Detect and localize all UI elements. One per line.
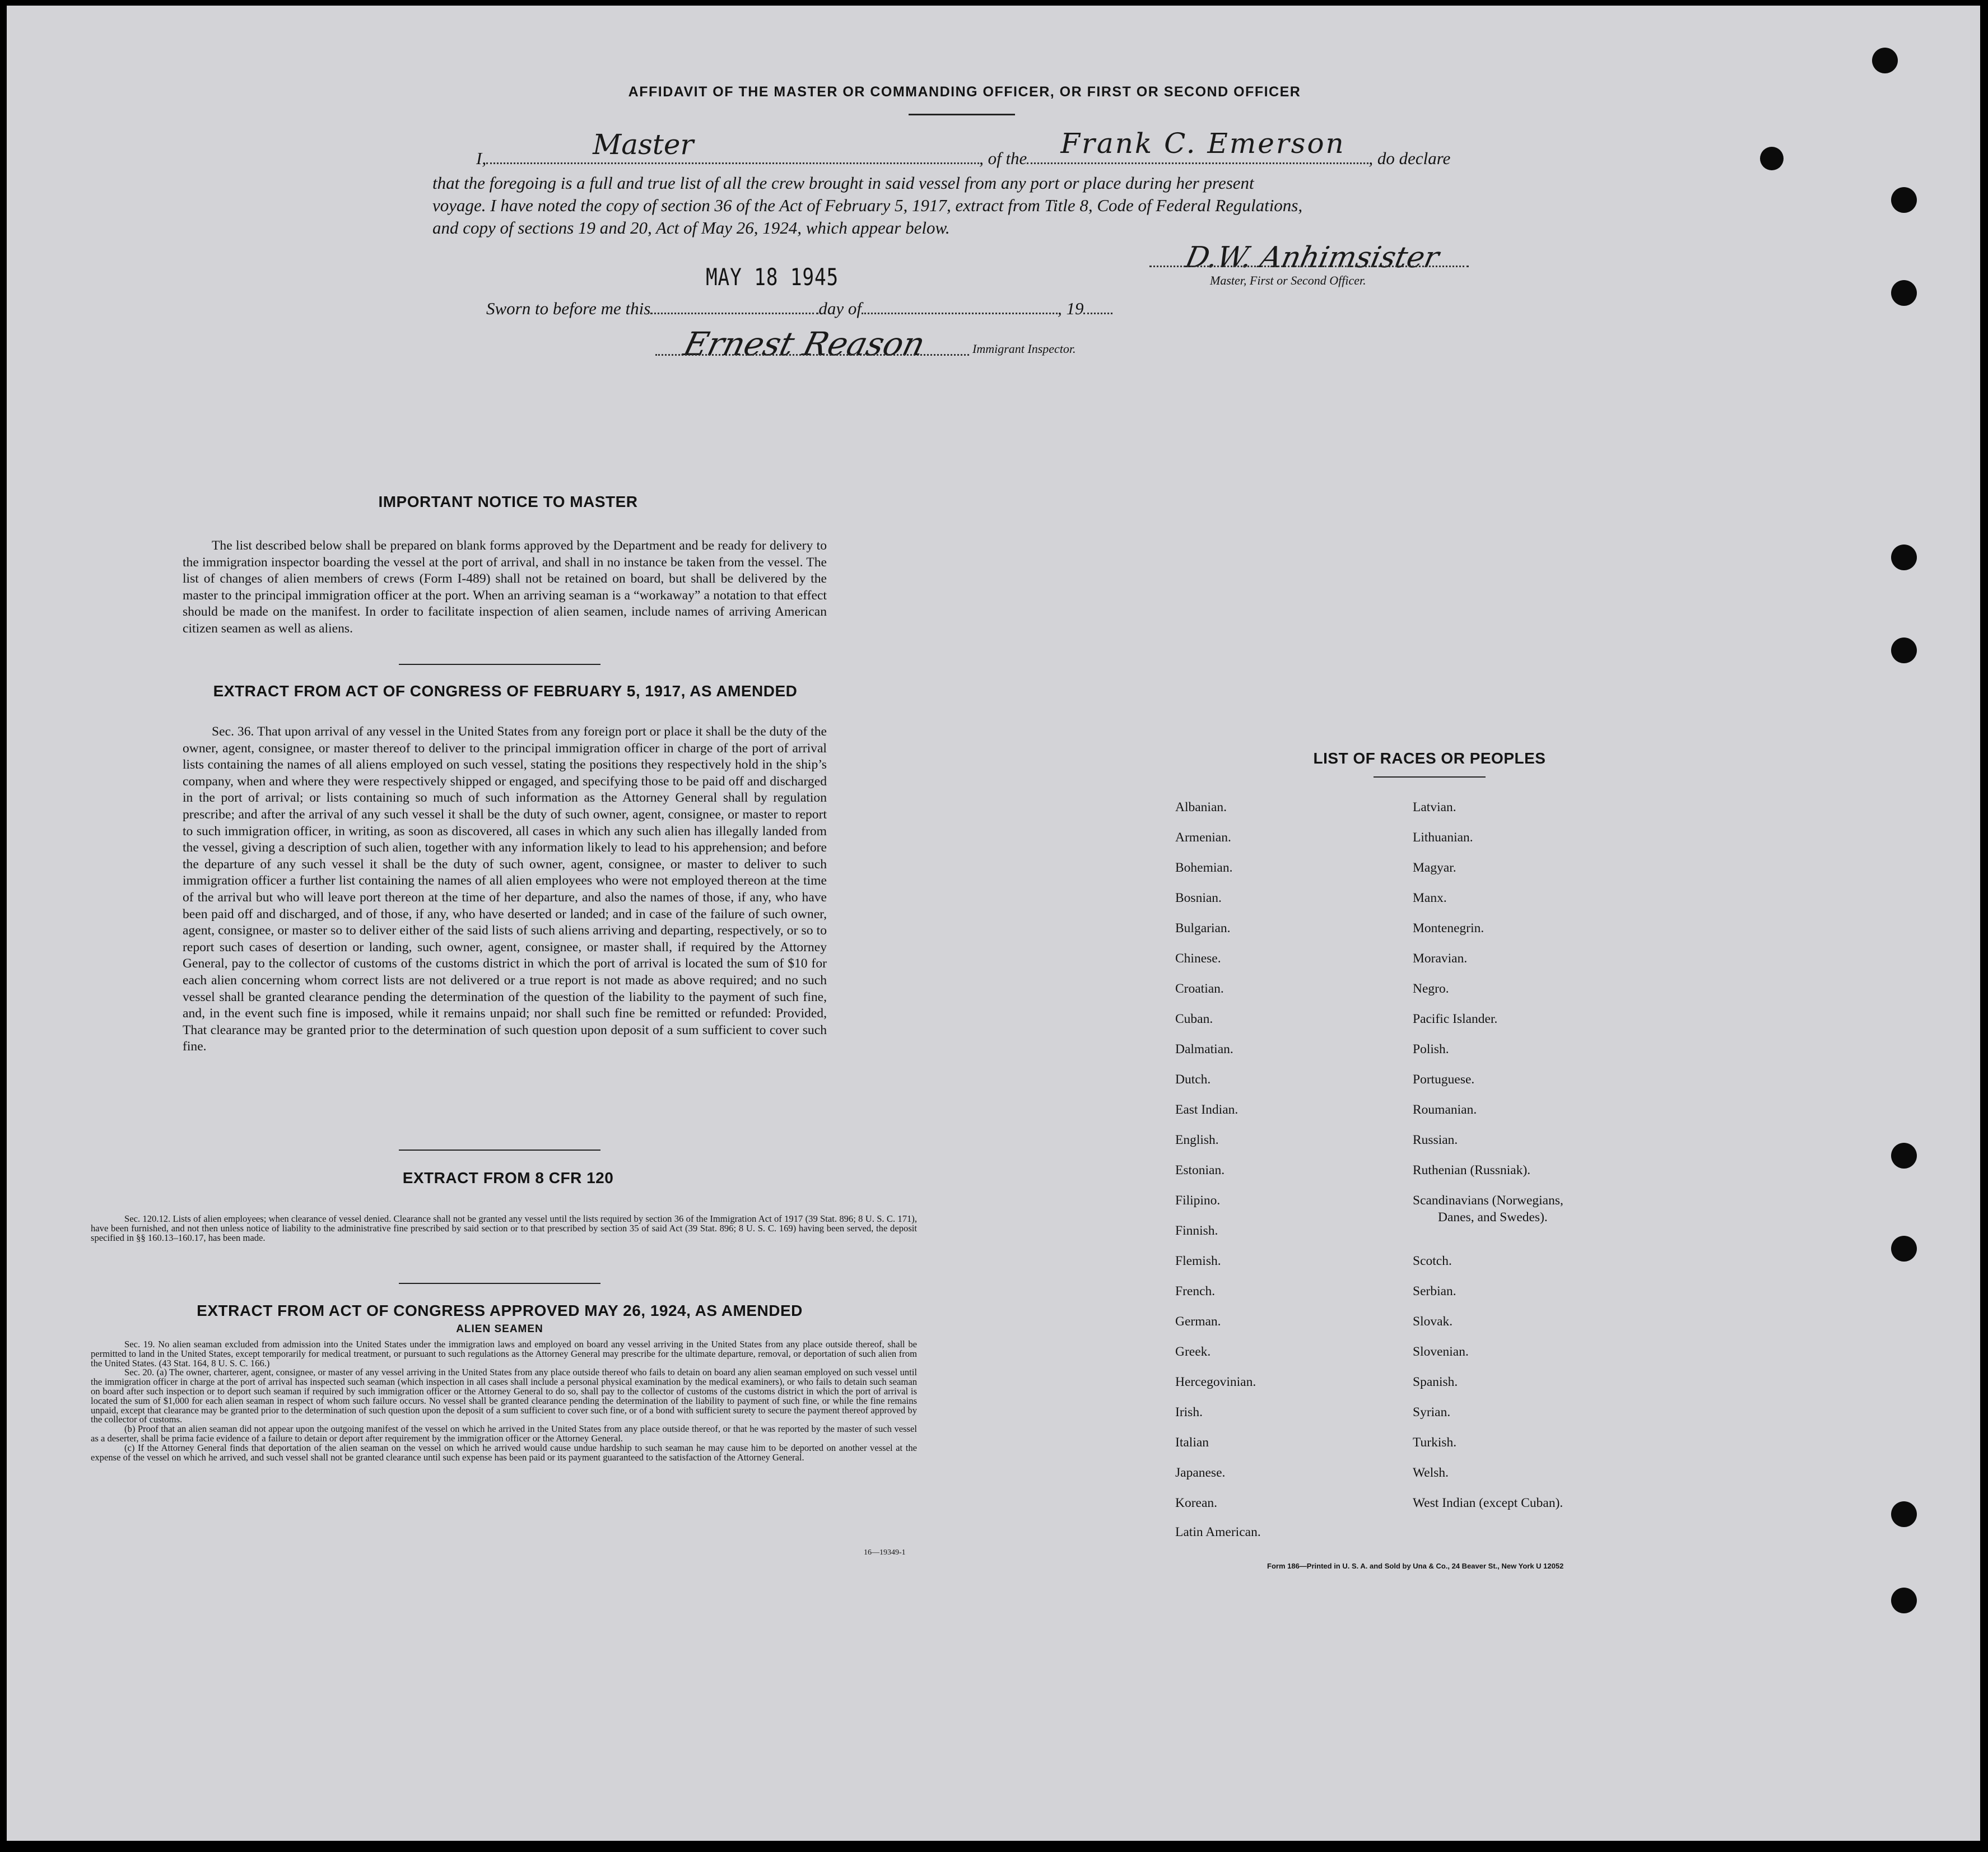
race-right-item: Spanish. <box>1413 1375 1458 1389</box>
race-right-item: Latvian. <box>1413 800 1456 815</box>
punch-hole <box>1891 1588 1917 1613</box>
affidavit-line-4: and copy of sections 19 and 20, Act of May 26, 1924, which appear below. <box>432 218 950 238</box>
punch-hole <box>1760 147 1784 170</box>
race-right-item: Danes, and Swedes). <box>1438 1210 1548 1225</box>
month-field <box>862 297 1058 314</box>
race-right-item: Montenegrin. <box>1413 921 1484 936</box>
of-the-label: , of the <box>979 148 1027 168</box>
race-right-item: Scotch. <box>1413 1254 1452 1268</box>
race-right-item: Magyar. <box>1413 860 1456 875</box>
race-left-item: Irish. <box>1175 1405 1203 1420</box>
race-left-item: East Indian. <box>1175 1102 1239 1117</box>
race-right-item: Slovak. <box>1413 1314 1453 1329</box>
race-left-item: Hercegovinian. <box>1175 1375 1256 1389</box>
notice-body: The list described below shall be prepared on blank forms approved by the Department and be ready for delivery to the immigration inspector boarding the vessel at the port of arrival, and shall in no instance be taken from the vessel. The list of changes of alien members of crews (Form I-489) shall not be retained on board, but shall be delivered by the master to the principal immigration officer at the port. When an arriving seaman is a “workaway” a notation to that effect should be made on the manifest. In order to facilitate inspection of alien seamen, include names of arriving American citizen seamen as well as aliens. <box>183 538 827 636</box>
race-left-item: Dalmatian. <box>1175 1042 1233 1057</box>
race-right-item: Polish. <box>1413 1042 1449 1057</box>
punch-hole <box>1872 48 1898 73</box>
sec-20a-paragraph: Sec. 20. (a) The owner, charterer, agent, consignee, or master of any vessel arriving in the United States from any place outside thereof who fails to detain on board any alien seaman employed on such vessel until the immigration officer in charge at the port of arrival has inspected such seaman (which inspection in all cases shall include a personal physical examination by the medical examiners), or who fails to detain such seaman on board after such inspection or to deport such seaman if required by such immigration officer or the Attorney General to do so, shall pay to the collector of customs of the customs district in which the port of arrival is located the sum of $1,000 for each alien seaman in respect of whom such failure occurs. No vessel shall be granted clearance pending the determination of the liability to payment of such fine, or while the fine remains unpaid, except that clearance may be granted prior to the determination of such question upon the deposit of a sum sufficient to cover such fine, or of a bond with sufficient surety to secure the payment thereof approved by the collector of customs. <box>91 1367 917 1425</box>
race-left-item: Armenian. <box>1175 830 1231 845</box>
inspector-line <box>655 338 969 356</box>
punch-hole <box>1891 1236 1917 1262</box>
sec-19-paragraph: Sec. 19. No alien seaman excluded from admission into the United States under the immigration laws and employed on board any vessel arriving in the United States from any place outside thereof, shall be permitted to land in the United States, except temporarily for medical treatment, or pursuant to such regulations as the Attorney General may prescribe for the ultimate departure, removal, or deportation of such alien from the United States. (43 Stat. 164, 8 U. S. C. 166.) <box>91 1339 917 1369</box>
race-left-item: Finnish. <box>1175 1223 1218 1238</box>
affidavit-line-3: voyage. I have noted the copy of section 36 of the Act of February 5, 1917, extract from Title 8, Code of Federal Regulations, <box>432 196 1303 215</box>
master-field <box>486 128 979 164</box>
divider <box>399 1283 600 1284</box>
race-right-item: Manx. <box>1413 891 1447 905</box>
signature-line <box>1149 250 1469 267</box>
race-left-item: Filipino. <box>1175 1193 1221 1208</box>
race-left-item: Korean. <box>1175 1496 1218 1510</box>
punch-hole <box>1891 638 1917 663</box>
vessel-handwriting: Frank C. Emerson <box>1060 127 1345 160</box>
race-right-item: Turkish. <box>1413 1435 1457 1450</box>
divider <box>399 664 600 665</box>
race-left-item: Croatian. <box>1175 981 1224 996</box>
race-left-item: Cuban. <box>1175 1012 1213 1026</box>
year-field <box>1083 297 1112 314</box>
punch-hole <box>1891 545 1917 570</box>
inspector-caption: Immigrant Inspector. <box>972 342 1076 356</box>
punch-hole <box>1891 1501 1917 1527</box>
race-right-item: Russian. <box>1413 1133 1458 1147</box>
race-left-item: English. <box>1175 1133 1219 1147</box>
cfr-title: EXTRACT FROM 8 CFR 120 <box>402 1169 614 1186</box>
declare-label: , do declare <box>1368 148 1451 168</box>
race-left-item: Albanian. <box>1175 800 1227 815</box>
race-right-item: Lithuanian. <box>1413 830 1473 845</box>
race-right-item: West Indian (except Cuban). <box>1413 1496 1563 1510</box>
form-code: 16—19349-1 <box>864 1548 906 1557</box>
affidavit-title: AFFIDAVIT OF THE MASTER OR COMMANDING OFFICER, OR FIRST OR SECOND OFFICER <box>628 84 1301 100</box>
race-right-item: Roumanian. <box>1413 1102 1477 1117</box>
race-left-item: Greek. <box>1175 1344 1211 1359</box>
affidavit-line-1 <box>476 127 1451 171</box>
vessel-field <box>1027 127 1368 164</box>
race-left-item: Japanese. <box>1175 1465 1226 1480</box>
race-left-item: Bohemian. <box>1175 860 1233 875</box>
race-left-item: Bosnian. <box>1175 891 1222 905</box>
race-right-item: Serbian. <box>1413 1284 1456 1299</box>
sworn-day-label: day of <box>818 299 862 318</box>
race-left-item: French. <box>1175 1284 1216 1299</box>
divider <box>399 1150 600 1151</box>
race-right-item: Syrian. <box>1413 1405 1451 1420</box>
master-caption: Master, First or Second Officer. <box>1210 273 1366 287</box>
race-right-item: Ruthenian (Russniak). <box>1413 1163 1531 1178</box>
race-right-item: Slovenian. <box>1413 1344 1469 1359</box>
extract-1924-body <box>91 1340 917 1462</box>
affidavit-line-2: that the foregoing is a full and true list of all the crew brought in said vessel from any port or place during her present <box>432 173 1254 193</box>
notice-title: IMPORTANT NOTICE TO MASTER <box>378 493 638 510</box>
extract-1917-title: EXTRACT FROM ACT OF CONGRESS OF FEBRUARY 5, 1917, AS AMENDED <box>213 682 798 700</box>
races-title: LIST OF RACES OR PEOPLES <box>1313 750 1546 767</box>
sworn-year-label: , 19 <box>1057 299 1084 318</box>
race-left-item: Chinese. <box>1175 951 1221 966</box>
date-stamp: MAY 18 1945 <box>706 263 839 291</box>
punch-hole <box>1891 280 1917 306</box>
sec-20b-paragraph: (b) Proof that an alien seaman did not appear upon the outgoing manifest of the vessel on which he arrived in the United States from any place outside thereof, or that he was reported by the master of such vessel as a deserter, shall be prima facie evidence of a failure to detain or deport after requirement by the immigration officer or the Attorney General. <box>91 1423 917 1444</box>
race-right-item: Negro. <box>1413 981 1449 996</box>
extract-1917-body: Sec. 36. That upon arrival of any vessel in the United States from any foreign port or place it shall be the duty of the owner, agent, consignee, or master thereof to deliver to the principal immigration officer in charge of the port of arrival lists containing the names of all aliens employed on such vessel, stating the positions they respectively hold in the ship’s company, when and where they were respectively shipped or engaged, and specifying those to be paid off and discharged in the port of arrival; or lists containing so much of such information as the Attorney General shall by regulation prescribe; and after the arrival of any such vessel it shall be the duty of such owner, agent, consignee, or master to report to such immigration officer, in writing, as soon as discovered, all cases in which any such alien has illegally landed from the vessel, giving a description of such alien, together with any information likely to lead to his apprehension; and before the departure of any such vessel it shall be the duty of such owner, agent, consignee, or master to deliver to such immigration officer a further list containing the names of all alien employees who were not employed thereon at the time of the arrival but who will leave port thereon at the time of her departure, and also the names of those, if any, who have been paid off and discharged, and of those, if any, who have deserted or landed; and in case of the failure of such owner, agent, consignee, or master so to deliver either of the said lists of such aliens arriving and departing, respectively, or so to report such cases of desertion or landing, such owner, agent, consignee, or master shall, if required by the Attorney General, pay to the collector of customs of the customs district in which the port of arrival is located the sum of $10 for each alien concerning whom correct lists are not delivered or a true report is not made as above required; and no such vessel shall be granted clearance pending the determination of the question of the liability to the payment of such fine, and, in the event such fine is imposed, while it remains unpaid; nor shall such fine be remitted or refunded: Provided, That clearance may be granted prior to the determination of such question upon deposit of a sum sufficient to cover such fine. <box>183 724 827 1054</box>
extract-1924-title: EXTRACT FROM ACT OF CONGRESS APPROVED MAY 26, 1924, AS AMENDED <box>197 1302 803 1319</box>
punch-hole <box>1891 187 1917 213</box>
races-title-rule <box>1374 776 1486 778</box>
document-sheet <box>7 6 1980 1841</box>
race-right-item: Welsh. <box>1413 1465 1449 1480</box>
affidavit-i: I, <box>476 148 487 168</box>
sworn-prefix: Sworn to before me this <box>486 299 651 318</box>
race-left-item: Flemish. <box>1175 1254 1221 1268</box>
punch-hole <box>1891 1143 1917 1169</box>
title-rule <box>909 114 1015 115</box>
sworn-line <box>486 296 1112 321</box>
race-left-item: Bulgarian. <box>1175 921 1231 936</box>
race-right-item: Portuguese. <box>1413 1072 1475 1087</box>
race-left-item: Latin American. <box>1175 1525 1261 1539</box>
race-right-item: Scandinavians (Norwegians, <box>1413 1193 1563 1208</box>
cfr-paragraph: Sec. 120.12. Lists of alien employees; when clearance of vessel denied. Clearance shall not be granted any vessel until the lists required by section 36 of the Immigration Act of 1917 (39 Stat. 896; 8 U. S. C. 171), have been furnished, and not then unless notice of liability to the administrative fine prescribed by said section or to that prescribed by section 35 of said Act (39 Stat. 896; 8 U. S. C. 169) having been served, the deposit specified in §§ 160.13–160.17, has been made. <box>91 1213 917 1243</box>
form-footer: Form 186—Printed in U. S. A. and Sold by Una & Co., 24 Beaver St., New York U 12052 <box>1267 1562 1564 1570</box>
cfr-body <box>91 1214 917 1243</box>
inspector-signature: Ernest Reason <box>679 325 929 363</box>
master-handwriting: Master <box>593 128 694 161</box>
race-left-item: German. <box>1175 1314 1221 1329</box>
day-field <box>650 297 818 314</box>
sec-20c-paragraph: (c) If the Attorney General finds that deportation of the alien seaman on the vessel on which he arrived would cause undue hardship to such seaman he may cause him to be deported on another vessel at the expense of the vessel on which he arrived, and such vessel shall not be granted clearance until such expense has been paid or its payment guaranteed to the satisfaction of the Attorney General. <box>91 1442 917 1463</box>
master-signature: D.W. Anhimsister <box>1182 241 1442 274</box>
race-left-item: Italian <box>1175 1435 1209 1450</box>
race-left-item: Dutch. <box>1175 1072 1211 1087</box>
race-right-item: Pacific Islander. <box>1413 1012 1498 1026</box>
race-right-item: Moravian. <box>1413 951 1468 966</box>
alien-seamen-subtitle: ALIEN SEAMEN <box>456 1323 543 1335</box>
race-left-item: Estonian. <box>1175 1163 1225 1178</box>
